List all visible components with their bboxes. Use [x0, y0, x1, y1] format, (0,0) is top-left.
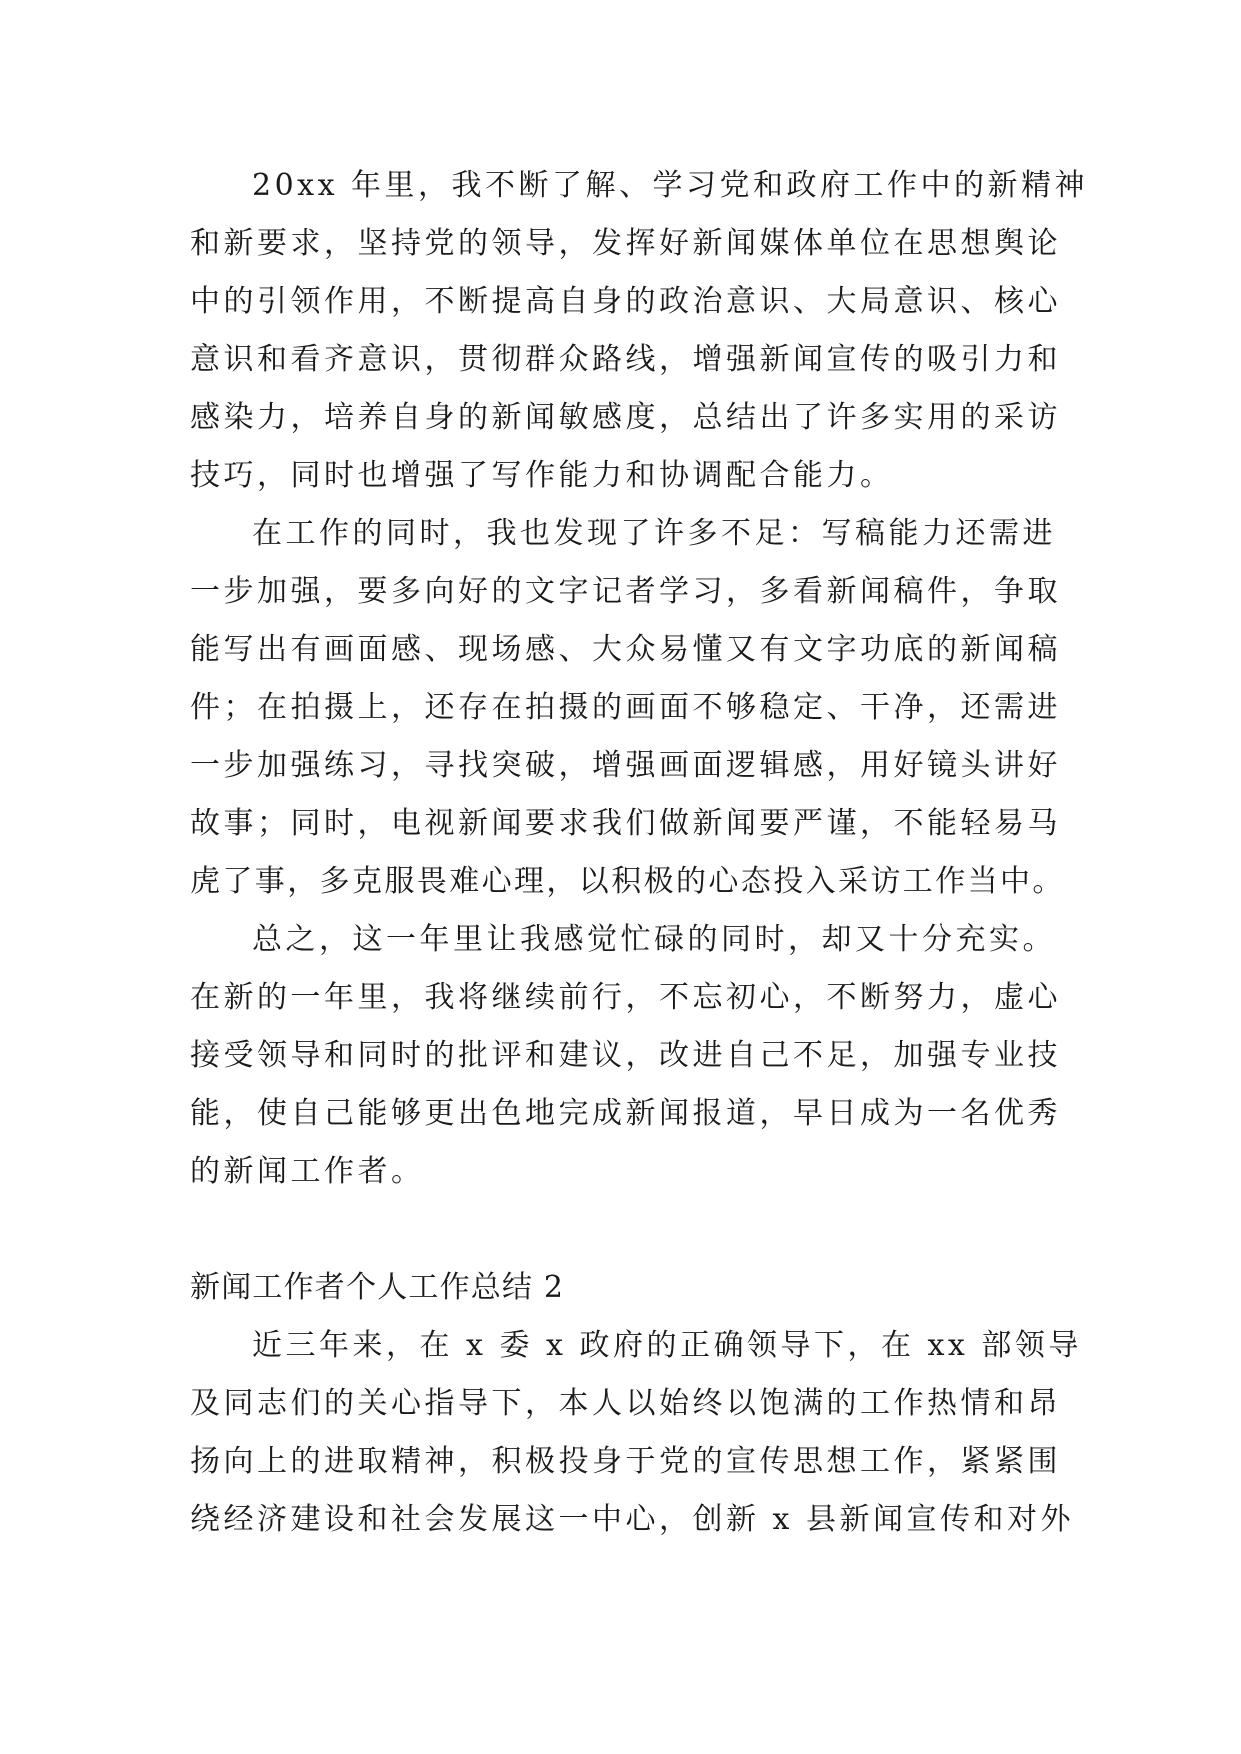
paragraph-4-line-3: 扬向上的进取精神，积极投身于党的宣传思想工作，紧紧围 [190, 1444, 1061, 1479]
paragraph-3-line-3: 接受领导和同时的批评和建议，改进自己不足，加强专业技 [190, 1038, 1061, 1073]
paragraph-3-line-4: 能，使自己能够更出色地完成新闻报道，早日成为一名优秀 [190, 1096, 1061, 1131]
paragraph-1-line-5: 感染力，培养自身的新闻敏感度，总结出了许多实用的采访 [190, 400, 1061, 435]
paragraph-2-line-4: 件；在拍摄上，还存在拍摄的画面不够稳定、干净，还需进 [190, 690, 1061, 725]
paragraph-1-line-2: 和新要求，坚持党的领导，发挥好新闻媒体单位在思想舆论 [190, 226, 1061, 261]
paragraph-3-line-5: 的新闻工作者。 [190, 1154, 425, 1189]
paragraph-4-line-4: 绕经济建设和社会发展这一中心，创新 x 县新闻宣传和对外 [190, 1502, 1074, 1537]
paragraph-1-line-3: 中的引领作用，不断提高自身的政治意识、大局意识、核心 [190, 284, 1061, 319]
paragraph-3-line-1: 总之，这一年里让我感觉忙碌的同时，却又十分充实。 [252, 922, 1056, 957]
paragraph-4-line-1: 近三年来，在 x 委 x 政府的正确领导下，在 xx 部领导 [252, 1328, 1082, 1363]
paragraph-2-line-6: 故事；同时，电视新闻要求我们做新闻要严谨，不能轻易马 [190, 806, 1061, 841]
paragraph-1-line-6: 技巧，同时也增强了写作能力和协调配合能力。 [190, 458, 894, 493]
paragraph-3-line-2: 在新的一年里，我将继续前行，不忘初心，不断努力，虚心 [190, 980, 1061, 1015]
section-heading: 新闻工作者个人工作总结 2 [190, 1270, 565, 1305]
paragraph-2-line-1: 在工作的同时，我也发现了许多不足：写稿能力还需进 [252, 516, 1056, 551]
paragraph-2-line-5: 一步加强练习，寻找突破，增强画面逻辑感，用好镜头讲好 [190, 748, 1061, 783]
paragraph-2-line-2: 一步加强，要多向好的文字记者学习，多看新闻稿件，争取 [190, 574, 1061, 609]
paragraph-2-line-3: 能写出有画面感、现场感、大众易懂又有文字功底的新闻稿 [190, 632, 1061, 667]
paragraph-2-line-7: 虎了事，多克服畏难心理，以积极的心态投入采访工作当中。 [190, 864, 1065, 899]
paragraph-4-line-2: 及同志们的关心指导下，本人以始终以饱满的工作热情和昂 [190, 1386, 1061, 1421]
paragraph-1-line-1: 20xx 年里，我不断了解、学习党和政府工作中的新精神 [252, 168, 1089, 203]
paragraph-1-line-4: 意识和看齐意识，贯彻群众路线，增强新闻宣传的吸引力和 [190, 342, 1061, 377]
